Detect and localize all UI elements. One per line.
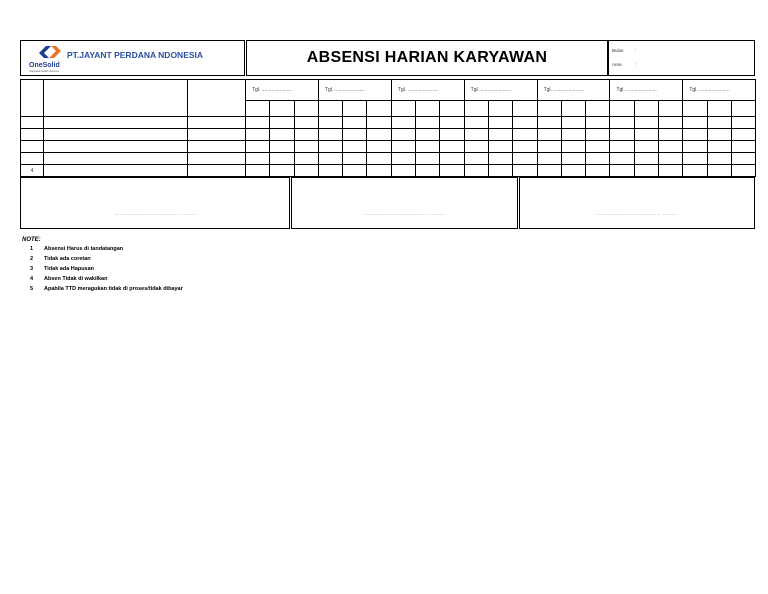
attendance-cell[interactable] (246, 153, 270, 165)
month-label: Bulan (612, 48, 624, 53)
position-cell[interactable] (188, 129, 246, 141)
day-subheader-cell[interactable] (343, 101, 367, 117)
signature-line: .................................. ........ (363, 211, 446, 217)
day-subheader-cell[interactable] (440, 101, 464, 117)
attendance-cell[interactable] (731, 129, 755, 141)
name-cell[interactable] (44, 165, 188, 177)
date-header-2[interactable]: Tgl. ...................... (318, 80, 391, 101)
day-subheader-cell[interactable] (586, 101, 610, 117)
attendance-cell[interactable] (246, 129, 270, 141)
attendance-cell[interactable] (634, 153, 658, 165)
attendance-cell[interactable] (294, 153, 318, 165)
attendance-cell[interactable] (440, 129, 464, 141)
attendance-cell[interactable] (416, 129, 440, 141)
header-name-cell (44, 80, 188, 117)
notes-section (22, 237, 183, 294)
attendance-cell[interactable] (731, 141, 755, 153)
table-row (21, 129, 756, 141)
attendance-cell[interactable] (537, 117, 561, 129)
day-subheader-cell[interactable] (318, 101, 342, 117)
table-row (21, 165, 756, 177)
signature-box-1[interactable] (20, 177, 290, 229)
attendance-cell[interactable] (440, 165, 464, 177)
attendance-cell[interactable] (731, 165, 755, 177)
attendance-cell[interactable] (610, 117, 634, 129)
attendance-cell[interactable] (391, 165, 415, 177)
date-header-4[interactable]: Tgl. ...................... (464, 80, 537, 101)
attendance-cell[interactable] (731, 153, 755, 165)
attendance-table (20, 79, 756, 177)
day-subheader-cell[interactable] (659, 101, 683, 117)
signature-line: .................................. ........ (596, 211, 678, 217)
name-cell[interactable] (44, 153, 188, 165)
day-subheader-cell[interactable] (391, 101, 415, 117)
date-header-3[interactable]: Tgl. ...................... (391, 80, 464, 101)
attendance-cell[interactable] (391, 141, 415, 153)
day-subheader-cell[interactable] (731, 101, 755, 117)
brand-name: OneSolid (29, 62, 60, 69)
attendance-cell[interactable] (343, 117, 367, 129)
attendance-cell[interactable] (343, 129, 367, 141)
row-number: 4 (21, 165, 44, 177)
attendance-cell[interactable] (488, 129, 512, 141)
name-cell[interactable] (44, 141, 188, 153)
attendance-cell[interactable] (561, 165, 585, 177)
day-subheader-cell[interactable] (634, 101, 658, 117)
row-number (21, 117, 44, 129)
row-number (21, 141, 44, 153)
position-cell[interactable] (188, 141, 246, 153)
date-header-1[interactable]: Tgl. ...................... (246, 80, 319, 101)
attendance-cell[interactable] (513, 117, 537, 129)
attendance-cell[interactable] (464, 117, 488, 129)
attendance-cell[interactable] (246, 141, 270, 153)
name-cell[interactable] (44, 129, 188, 141)
attendance-cell[interactable] (464, 129, 488, 141)
day-subheader-cell[interactable] (683, 101, 707, 117)
attendance-cell[interactable] (464, 153, 488, 165)
date-header-6[interactable]: Tgl. ...................... (610, 80, 683, 101)
attendance-cell[interactable] (586, 117, 610, 129)
attendance-cell[interactable] (683, 117, 707, 129)
attendance-cell[interactable] (488, 141, 512, 153)
day-subheader-cell[interactable] (707, 101, 731, 117)
attendance-cell[interactable] (659, 117, 683, 129)
attendance-cell[interactable] (561, 129, 585, 141)
period-info-block (608, 40, 755, 76)
attendance-cell[interactable] (416, 165, 440, 177)
attendance-cell[interactable] (683, 129, 707, 141)
note-item: 5 Apabila TTD meragukan tidak di proses/tidak dibayar (30, 286, 183, 292)
day-subheader-cell[interactable] (294, 101, 318, 117)
company-name: PT.JAYANT PERDANA NDONESIA (67, 50, 204, 60)
date-header-7[interactable]: Tgl. ...................... (683, 80, 756, 101)
attendance-cell[interactable] (246, 165, 270, 177)
attendance-cell[interactable] (537, 141, 561, 153)
day-subheader-cell[interactable] (246, 101, 270, 117)
attendance-cell[interactable] (586, 165, 610, 177)
document-title: ABSENSI HARIAN KARYAWAN (306, 49, 548, 66)
attendance-cell[interactable] (270, 141, 294, 153)
attendance-cell[interactable] (416, 141, 440, 153)
note-item: 2 Tidak ada coretan (30, 256, 91, 262)
attendance-cell[interactable] (610, 153, 634, 165)
note-item: 1 Absensi Harus di tandatangan (30, 246, 124, 252)
day-subheader-cell[interactable] (464, 101, 488, 117)
attendance-cell[interactable] (294, 129, 318, 141)
day-subheader-cell[interactable] (537, 101, 561, 117)
attendance-cell[interactable] (537, 129, 561, 141)
day-subheader-cell[interactable] (416, 101, 440, 117)
attendance-cell[interactable] (318, 141, 342, 153)
attendance-cell[interactable] (634, 129, 658, 141)
header-position-cell (188, 80, 246, 117)
attendance-cell[interactable] (343, 153, 367, 165)
attendance-cell[interactable] (318, 129, 342, 141)
attendance-cell[interactable] (464, 141, 488, 153)
day-subheader-cell[interactable] (610, 101, 634, 117)
attendance-cell[interactable] (318, 153, 342, 165)
attendance-cell[interactable] (488, 117, 512, 129)
attendance-cell[interactable] (634, 117, 658, 129)
attendance-cell[interactable] (561, 117, 585, 129)
attendance-cell[interactable] (659, 165, 683, 177)
row-number (21, 153, 44, 165)
company-logo-icon (37, 43, 63, 61)
date-header-5[interactable]: Tgl. ...................... (537, 80, 610, 101)
attendance-cell[interactable] (464, 165, 488, 177)
attendance-cell[interactable] (610, 129, 634, 141)
attendance-cell[interactable] (634, 165, 658, 177)
attendance-cell[interactable] (707, 117, 731, 129)
attendance-cell[interactable] (707, 141, 731, 153)
attendance-cell[interactable] (391, 129, 415, 141)
attendance-cell[interactable] (586, 129, 610, 141)
attendance-cell[interactable] (513, 141, 537, 153)
attendance-cell[interactable] (610, 165, 634, 177)
attendance-cell[interactable] (683, 141, 707, 153)
table-row (21, 153, 756, 165)
attendance-cell[interactable] (561, 153, 585, 165)
attendance-cell[interactable] (537, 165, 561, 177)
attendance-cell[interactable] (367, 153, 391, 165)
attendance-cell[interactable] (488, 153, 512, 165)
table-row (21, 141, 756, 153)
company-logo-block (20, 40, 245, 76)
area-field[interactable]: Area : (612, 62, 637, 67)
attendance-cell[interactable] (440, 153, 464, 165)
attendance-cell[interactable] (731, 117, 755, 129)
attendance-cell[interactable] (294, 141, 318, 153)
header-no-cell (21, 80, 44, 117)
attendance-cell[interactable] (659, 141, 683, 153)
attendance-cell[interactable] (610, 141, 634, 153)
signature-line: .................................. ........ (114, 211, 196, 217)
attendance-cell[interactable] (343, 165, 367, 177)
table-row (21, 117, 756, 129)
attendance-cell[interactable] (318, 165, 342, 177)
attendance-cell[interactable] (367, 141, 391, 153)
attendance-cell[interactable] (707, 153, 731, 165)
attendance-cell[interactable] (488, 165, 512, 177)
signature-box-2[interactable] (291, 177, 518, 229)
row-number (21, 129, 44, 141)
table-header-row (21, 80, 756, 101)
attendance-cell[interactable] (683, 153, 707, 165)
attendance-cell[interactable] (367, 129, 391, 141)
attendance-cell[interactable] (270, 165, 294, 177)
month-field[interactable]: Bulan : (612, 48, 637, 53)
attendance-cell[interactable] (659, 129, 683, 141)
attendance-cell[interactable] (294, 117, 318, 129)
position-cell[interactable] (188, 153, 246, 165)
attendance-cell[interactable] (270, 129, 294, 141)
attendance-cell[interactable] (586, 153, 610, 165)
position-cell[interactable] (188, 165, 246, 177)
attendance-cell[interactable] (343, 141, 367, 153)
attendance-cell[interactable] (440, 141, 464, 153)
attendance-cell[interactable] (513, 129, 537, 141)
attendance-cell[interactable] (367, 165, 391, 177)
attendance-cell[interactable] (707, 165, 731, 177)
day-subheader-cell[interactable] (513, 101, 537, 117)
attendance-cell[interactable] (513, 153, 537, 165)
attendance-cell[interactable] (513, 165, 537, 177)
attendance-cell[interactable] (707, 129, 731, 141)
attendance-cell[interactable] (586, 141, 610, 153)
attendance-cell[interactable] (391, 153, 415, 165)
attendance-cell[interactable] (659, 153, 683, 165)
note-item: 3 Tidak ada Hapusan (30, 266, 95, 272)
attendance-cell[interactable] (416, 117, 440, 129)
attendance-cell[interactable] (367, 117, 391, 129)
attendance-cell[interactable] (416, 153, 440, 165)
day-subheader-cell[interactable] (561, 101, 585, 117)
document-title-block (246, 40, 608, 76)
attendance-cell[interactable] (294, 165, 318, 177)
attendance-cell[interactable] (246, 117, 270, 129)
attendance-cell[interactable] (634, 141, 658, 153)
brand-tagline: Integrated Facility Services (29, 70, 60, 73)
attendance-cell[interactable] (270, 117, 294, 129)
day-subheader-cell[interactable] (367, 101, 391, 117)
attendance-cell[interactable] (440, 117, 464, 129)
position-cell[interactable] (188, 117, 246, 129)
note-item: 4 Absen Tidak di wakilkan (30, 276, 108, 282)
day-subheader-cell[interactable] (270, 101, 294, 117)
day-subheader-cell[interactable] (488, 101, 512, 117)
notes-title: NOTE: (22, 237, 41, 243)
attendance-cell[interactable] (391, 117, 415, 129)
area-label: Area (612, 62, 622, 67)
attendance-cell[interactable] (537, 153, 561, 165)
attendance-cell[interactable] (270, 153, 294, 165)
attendance-cell[interactable] (683, 165, 707, 177)
attendance-cell[interactable] (318, 117, 342, 129)
signature-box-3[interactable] (519, 177, 755, 229)
attendance-cell[interactable] (561, 141, 585, 153)
name-cell[interactable] (44, 117, 188, 129)
